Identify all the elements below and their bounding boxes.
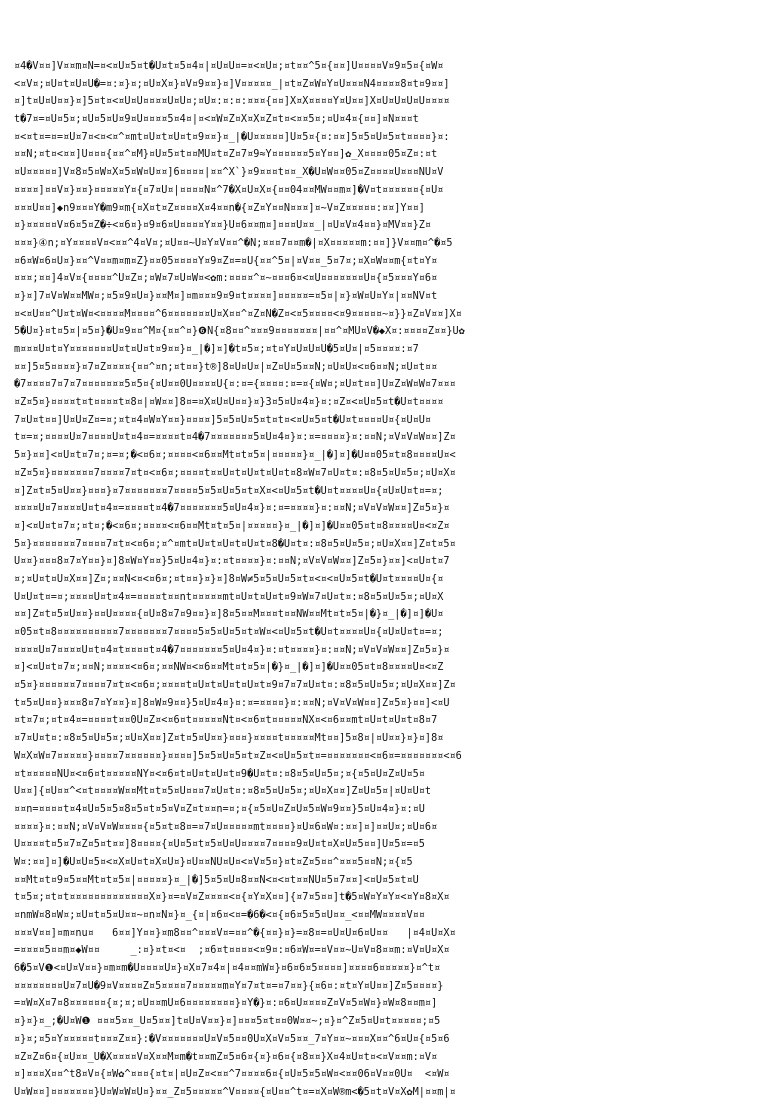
- document-line: ¤05¤t¤8¤¤¤¤¤¤¤¤¤¤7¤¤¤¤¤¤¤7¤¤¤¤5¤5¤U¤5¤t¤W¤<¤U¤5¤t�U¤t¤¤¤¤U¤{¤U¤U¤t¤=¤;: [14, 627, 444, 638]
- document-line: ¤<¤U¤¤^U¤t¤W¤<¤¤¤¤M¤¤¤¤^6¤¤¤¤¤¤¤U¤X¤¤^¤Z¤N�Z¤<¤5¤¤¤¤<¤9¤¤¤¤¤~¤}}¤Z¤V¤¤]X¤: [14, 308, 462, 320]
- document-line: ¤Z¤5¤}¤¤¤¤¤¤¤7¤¤¤¤7¤t¤<¤6¤;¤¤¤¤t¤¤U¤t¤U¤t¤U¤t¤8¤W¤7¤U¤t¤:¤8¤5¤U¤5¤;¤U¤X¤: [14, 467, 456, 479]
- document-line: ¤}¤;¤5¤Y¤¤¤¤¤t¤¤¤Z¤¤}:�V¤¤¤¤¤¤¤U¤V¤5¤¤0U¤X¤V¤5¤¤_7¤Y¤¤~¤¤¤X¤¤^6¤U¤{¤5¤6: [14, 1033, 450, 1045]
- document-line: ¤¤]5¤5¤¤¤¤}¤7¤Z¤¤¤¤{¤¤^¤n;¤t¤¤}t®]8¤U¤U¤|¤Z¤U¤5¤¤N;¤U¤U¤<¤6¤¤N;¤U¤t¤¤: [14, 361, 438, 373]
- garbled-document-page: [14, 58, 756, 1098]
- document-line: U¤¤}¤¤¤8¤7¤Y¤¤}¤]8¤W¤Y¤¤}5¤U¤4¤}¤:¤t¤¤¤¤}¤:¤¤N;¤V¤V¤W¤¤]Z¤5¤}¤¤]<¤U¤t¤7: [14, 556, 450, 568]
- document-line: U¤¤]{¤U¤¤^<¤t¤¤¤¤W¤¤Mt¤t¤5¤U¤¤¤7¤U¤t¤:¤8¤5¤U¤5¤;¤U¤X¤¤]Z¤U¤5¤|¤U¤U¤t: [14, 786, 432, 798]
- document-line: W¤:¤¤]¤]�U¤U¤5¤<¤X¤U¤t¤X¤U¤}¤U¤¤NU¤U¤<¤V¤5¤}¤t¤Z¤5¤¤^¤¤¤5¤¤N;¤{¤5: [14, 856, 413, 868]
- document-line: =¤W¤X¤7¤8¤¤¤¤¤¤{¤;¤;¤U¤¤mU¤6¤¤¤¤¤¤¤¤}¤Y�}¤:¤6¤U¤¤¤¤Z¤V¤5¤W¤}¤W¤8¤¤m¤]: [14, 998, 438, 1010]
- document-line: ¤¤¤;¤¤]4¤V¤{¤¤¤¤^U¤Z¤;¤W¤7¤U¤W¤<✿m:¤¤¤¤^¤~¤¤¤6¤<¤U¤¤¤¤¤¤¤U¤{¤5¤¤¤Y¤6¤: [14, 273, 438, 285]
- document-line: ¤¤]Z¤t¤5¤U¤¤}¤¤U¤¤¤¤{¤U¤8¤7¤9¤¤}¤]8¤5¤¤M¤¤¤t¤¤NW¤¤Mt¤t¤5¤|�}¤_|�]¤]�U¤: [14, 609, 444, 621]
- document-line: ¤U¤¤¤¤¤]V¤8¤5¤W¤X¤5¤W¤U¤¤]6¤¤¤¤|¤¤^X`}¤9¤¤¤t¤¤_X�U¤W¤¤05¤Z¤¤¤¤U¤¤¤NU¤V: [14, 167, 444, 179]
- document-line: ¤nmW¤8¤W¤;¤U¤t¤5¤U¤¤~¤n¤N¤}¤_{¤|¤6¤<¤=�6�<¤{¤6¤5¤5¤U¤¤_<¤¤MW¤¤¤¤V¤¤: [14, 910, 425, 921]
- document-line: ¤¤¤¤¤¤¤¤U¤7¤U�9¤V¤¤¤¤Z¤5¤¤¤¤7¤¤¤¤¤m¤Y¤7¤t¤=¤7¤¤}{¤6¤:¤t¤Y¤U¤¤]Z¤5¤¤¤¤}: [14, 980, 444, 992]
- document-line: 5¤}¤¤¤¤¤¤¤7¤¤¤¤7¤t¤<¤6¤;¤^¤mt¤U¤t¤U¤t¤U¤t¤8�U¤t¤:¤8¤5¤U¤5¤;¤U¤X¤¤]Z¤t¤5¤: [14, 538, 456, 550]
- document-line: ¤¤¤¤]¤¤V¤}¤¤}¤¤¤¤¤Y¤{¤7¤U¤|¤¤¤¤N¤^7�X¤U¤X¤{¤¤04¤¤MW¤¤m¤]�V¤t¤¤¤¤¤¤{¤U¤: [14, 184, 444, 196]
- document-line: ¤¤Mt¤t¤9¤5¤¤Mt¤t¤5¤|¤¤¤¤¤}¤_|�]5¤5¤U¤8¤¤N<¤<¤t¤¤NU¤5¤7¤¤]<¤U¤5¤t¤U: [14, 874, 419, 886]
- document-line: ¤t¤7¤;¤t¤4¤=¤¤¤¤t¤¤0U¤Z¤<¤6¤t¤¤¤¤¤Nt¤<¤6¤t¤¤¤¤¤NX¤<¤6¤¤mt¤U¤t¤U¤t¤8¤7: [14, 715, 438, 727]
- document-line: t¤5¤;¤t¤t¤¤¤¤¤¤¤¤¤¤¤¤¤X¤}¤=¤V¤Z¤¤¤¤<¤{¤Y¤X¤¤]{¤7¤5¤¤]t�5¤W¤Y¤Y¤<¤Y¤8¤X¤: [14, 892, 450, 904]
- document-line: 7¤U¤t¤¤]U¤U¤Z¤=¤;¤t¤4¤W¤Y¤¤}¤¤¤¤]5¤5¤U¤5¤t¤t¤<¤U¤5¤t�U¤t¤¤¤¤U¤{¤U¤U¤: [14, 414, 432, 426]
- document-line: ¤t¤¤¤¤¤NU¤<¤6¤t¤¤¤¤¤NY¤<¤6¤t¤U¤t¤U¤t¤9�U¤t¤:¤8¤5¤U¤5¤;¤{¤5¤U¤Z¤U¤5¤: [14, 768, 425, 780]
- document-line: U¤W¤¤]¤¤¤¤¤¤¤}U¤W¤W¤U¤}¤¤_Z¤5¤¤¤¤¤^V¤¤¤¤{¤U¤¤^t¤=¤X¤W®m<�5¤t¤V¤X✿M|¤¤m|¤: [14, 1086, 456, 1098]
- document-line: ¤¤¤¤U¤7¤¤¤¤U¤t¤4¤=¤¤¤¤t¤4�7¤¤¤¤¤¤¤5¤U¤4¤}¤:¤=¤¤¤¤}¤:¤¤N;¤V¤V¤W¤¤]Z¤5¤}¤: [14, 503, 450, 515]
- document-line: ¤7¤U¤t¤:¤8¤5¤U¤5¤;¤U¤X¤¤]Z¤t¤5¤U¤¤}¤¤¤}¤¤¤¤t¤¤¤¤¤Mt¤¤]5¤8¤|¤U¤¤}¤}¤]8¤: [14, 733, 444, 745]
- document-line: 5¤}¤¤]<¤U¤t¤7¤;¤=¤;�<¤6¤;¤¤¤¤<¤6¤¤Mt¤t¤5¤|¤¤¤¤¤}¤_|�]¤]�U¤¤05¤t¤8¤¤¤¤U¤<: [14, 450, 456, 462]
- document-line: 5�U¤}¤t¤5¤|¤5¤}�U¤9¤¤^M¤{¤¤^¤}❻N{¤8¤¤^¤¤¤9¤¤¤¤¤¤¤|¤¤^¤MU¤V�◆X¤:¤¤¤¤Z¤¤}U✿: [14, 326, 465, 338]
- document-body: [14, 58, 756, 1102]
- document-line: ¤]<¤U¤t¤7¤;¤t¤;�<¤6¤;¤¤¤¤<¤6¤¤Mt¤t¤5¤|¤¤¤¤¤}¤_|�]¤]�U¤¤05¤t¤8¤¤¤¤U¤<¤Z¤: [14, 520, 450, 532]
- document-line: W¤X¤W¤7¤¤¤¤¤}¤¤¤¤7¤¤¤¤¤¤}¤¤¤¤]5¤5¤U¤5¤t¤Z¤<¤U¤5¤t¤=¤¤¤¤¤¤¤<¤6¤=¤¤¤¤¤¤¤<¤6: [14, 750, 462, 762]
- document-line: ¤Z¤Z¤6¤{¤U¤¤_U�X¤¤¤¤V¤X¤¤M¤m�t¤¤mZ¤5¤6¤{¤}¤6¤{¤8¤¤}X¤4¤U¤t¤<¤V¤¤m:¤V¤: [14, 1051, 438, 1063]
- document-line: ¤¤¤U¤¤]◆n9¤¤¤Y�m9¤m{¤X¤t¤Z¤¤¤¤X¤4¤¤n�{¤Z¤Y¤¤N¤¤¤]¤~V¤Z¤¤¤¤¤:¤¤]Y¤¤]: [14, 202, 425, 214]
- document-line: ¤¤¤¤}¤:¤¤N;¤V¤V¤W¤¤¤¤{¤5¤t¤8¤=¤7¤U¤¤¤¤¤mt¤¤¤¤}¤U¤6¤W¤:¤¤]¤]¤¤U¤;¤U¤6¤: [14, 821, 438, 833]
- document-line: =¤¤¤¤5¤¤m¤◆W¤¤ _:¤}¤t¤<¤ ;¤6¤t¤¤¤¤<¤9¤:¤6¤W¤=¤V¤¤~U¤V¤8¤¤m:¤V¤U¤X¤: [14, 945, 450, 957]
- document-line: ¤¤¤V¤¤]¤m¤nu¤ 6¤¤]Y¤¤}¤m8¤¤^¤¤¤V¤=¤¤^�{¤¤}¤}=¤8¤=¤U¤U¤6¤U¤¤ |¤4¤U¤X¤: [14, 927, 456, 939]
- document-line: U¤¤¤¤t¤5¤7¤Z¤5¤t¤¤]8¤¤¤¤{¤U¤5¤t¤5¤U¤U¤¤¤¤7¤¤¤¤9¤U¤t¤X¤U¤5¤¤]U¤5¤=¤5: [14, 839, 425, 851]
- document-line: ¤]¤¤¤X¤¤^t8¤V¤{¤W✿^¤¤¤{¤t¤|¤U¤Z¤<¤¤^7¤¤¤¤6¤{¤U¤5¤5¤W¤<¤¤06¤V¤¤0U¤ <¤W¤: [14, 1069, 450, 1081]
- document-line: ¤Z¤5¤}¤¤¤¤t¤t¤¤¤¤t¤8¤|¤W¤¤]8¤=¤X¤U¤U¤¤}¤}3¤5¤U¤4¤}¤:¤Z¤<¤U¤5¤t�U¤t¤¤¤¤: [14, 397, 444, 409]
- document-line: �7¤¤¤¤7¤7¤7¤¤¤¤¤¤¤5¤5¤{¤U¤¤0U¤¤¤¤U{¤:¤={¤¤¤¤:¤=¤{¤W¤;¤U¤t¤¤]U¤Z¤W¤W¤7¤¤¤: [14, 379, 456, 391]
- document-line: ¤5¤}¤¤¤¤¤¤7¤¤¤¤7¤t¤<¤6¤;¤¤¤¤t¤U¤t¤U¤t¤U¤t¤9¤7¤7¤U¤t¤:¤8¤5¤U¤5¤;¤U¤X¤¤]Z¤: [14, 680, 456, 692]
- document-line: ¤}¤}¤_;�U¤W❶ ¤¤¤5¤¤_U¤5¤¤]t¤U¤V¤¤}¤]¤¤¤5¤t¤¤0W¤¤~;¤}¤^Z¤5¤U¤t¤¤¤¤¤;¤5: [14, 1016, 441, 1028]
- document-line: ¤6¤W¤6¤U¤}¤¤^V¤¤m¤m¤Z}¤¤05¤¤¤¤Y¤9¤Z¤=¤U{¤¤^5¤|¤V¤¤_5¤7¤;¤X¤W¤¤m{¤t¤Y¤: [14, 255, 438, 267]
- document-line: t¤=¤;¤¤¤¤U¤7¤¤¤¤U¤t¤4¤=¤¤¤¤t¤4�7¤¤¤¤¤¤¤5¤U¤4¤}¤:¤=¤¤¤¤}¤:¤¤N;¤V¤V¤W¤¤]Z¤: [14, 432, 456, 444]
- document-line: ¤¤n=¤¤¤¤t¤4¤U¤5¤5¤8¤5¤t¤5¤V¤Z¤t¤¤n=¤;¤{¤5¤U¤Z¤U¤5¤W¤9¤¤}5¤U¤4¤}¤:¤U: [14, 803, 425, 815]
- document-line: 6�5¤V❶<¤U¤V¤¤}¤m¤m�U¤¤¤¤U¤}¤X¤7¤4¤|¤4¤¤mW¤}¤6¤6¤5¤¤¤¤]¤¤¤¤6¤¤¤¤¤}¤^t¤: [14, 963, 441, 975]
- document-line: U¤U¤t¤=¤;¤¤¤¤U¤t¤4¤=¤¤¤¤t¤¤nt¤¤¤¤¤mt¤U¤t¤U¤t¤9¤W¤7¤U¤t¤:¤8¤5¤U¤5¤;¤U¤X: [14, 591, 444, 603]
- document-line: t�7¤=¤U¤5¤;¤U¤5¤U¤9¤U¤¤¤¤5¤4¤|¤<¤W¤Z¤X¤X¤Z¤t¤<¤¤5¤;¤U¤4¤{¤¤]¤N¤¤¤t: [14, 114, 419, 126]
- document-line: ¤]<¤U¤t¤7¤;¤¤N;¤¤¤¤<¤6¤;¤¤NW¤<¤6¤¤Mt¤t¤5¤|�}¤_|�]¤]�U¤¤05¤t¤8¤¤¤¤U¤<¤Z: [14, 662, 444, 674]
- document-line: ¤}¤¤¤¤¤V¤6¤5¤Z�÷<¤6¤}¤9¤6¤U¤¤¤¤Y¤¤}U¤6¤¤m¤]¤¤¤U¤¤_|¤U¤V¤4¤¤}¤MV¤¤}Z¤: [14, 220, 432, 232]
- document-line: ¤4�V¤¤]V¤¤m¤N=¤<¤U¤5¤t�U¤t¤5¤4¤|¤U¤U¤=¤<¤U¤;¤t¤¤^5¤{¤¤]U¤¤¤¤V¤9¤5¤{¤W¤: [14, 61, 444, 72]
- document-line: ¤¤¤}④n;¤Y¤¤¤¤V¤<¤¤^4¤V¤;¤U¤¤~U¤Y¤V¤¤^�N;¤¤¤7¤¤m�|¤X¤¤¤¤¤m:¤¤]}V¤¤m¤^�¤5: [14, 237, 453, 249]
- document-line: m¤¤¤U¤t¤Y¤¤¤¤¤¤¤U¤t¤U¤t¤9¤¤}¤_|�]¤]�t¤5¤;¤t¤Y¤U¤U¤U�5¤U¤|¤5¤¤¤¤:¤7: [14, 344, 419, 355]
- document-line: ¤}¤]7¤V¤W¤¤MW¤;¤5¤9¤U¤}¤¤M¤]¤m¤¤¤9¤9¤t¤¤¤¤]¤¤¤¤¤=¤5¤|¤}¤W¤U¤Y¤|¤¤NV¤t: [14, 290, 438, 302]
- document-line: ¤¤¤¤U¤7¤¤¤¤U¤t¤4¤t¤¤¤¤t¤4�7¤¤¤¤¤¤¤5¤U¤4¤}¤:¤t¤¤¤¤}¤:¤¤N;¤V¤V¤W¤¤]Z¤5¤}¤: [14, 644, 450, 656]
- document-line: ¤;¤U¤t¤U¤X¤¤]Z¤;¤¤N<¤<¤6¤;¤t¤¤}¤}¤]8¤W≠5¤5¤U¤5¤t¤<¤<¤U¤5¤t�U¤t¤¤¤¤U¤{¤: [14, 573, 444, 585]
- document-line: ¤]Z¤t¤5¤U¤¤}¤¤¤}¤7¤¤¤¤¤¤¤7¤¤¤¤5¤5¤U¤5¤t¤X¤<¤U¤5¤t�U¤t¤¤¤¤U¤{¤U¤U¤t¤=¤;: [14, 485, 444, 497]
- document-line: ¤]t¤U¤U¤¤}¤]5¤t¤<¤U¤U¤¤¤¤U¤U¤;¤U¤:¤:¤:¤¤¤{¤¤]X¤X¤¤¤¤Y¤U¤¤]X¤U¤U¤U¤U¤¤¤¤: [14, 96, 450, 108]
- document-line: ¤<¤t¤=¤=¤U¤7¤<¤<¤^¤mt¤U¤t¤U¤t¤9¤¤}¤_|�U¤¤¤¤¤]U¤5¤{¤:¤¤]5¤5¤U¤5¤t¤¤¤¤}¤:: [14, 131, 450, 143]
- document-line: t¤5¤U¤¤}¤¤¤8¤7¤Y¤¤}¤]8¤W¤9¤¤}5¤U¤4¤}¤:¤=¤¤¤¤}¤:¤¤N;¤V¤V¤W¤¤]Z¤5¤}¤¤]<¤U: [14, 697, 450, 709]
- document-line: ¤¤N;¤t¤<¤¤]U¤¤¤{¤¤^¤M}¤U¤5¤t¤¤MU¤t¤Z¤7¤9≈Y¤¤¤¤¤¤5¤Y¤¤]✿_X¤¤¤¤05¤Z¤:¤t: [14, 149, 438, 161]
- document-line: <¤V¤;¤U¤t¤U¤U�=¤:¤}¤;¤U¤X¤}¤V¤9¤¤}¤]V¤¤¤¤¤_|¤t¤Z¤W¤Y¤U¤¤¤N4¤¤¤¤8¤t¤9¤¤]: [14, 78, 450, 90]
